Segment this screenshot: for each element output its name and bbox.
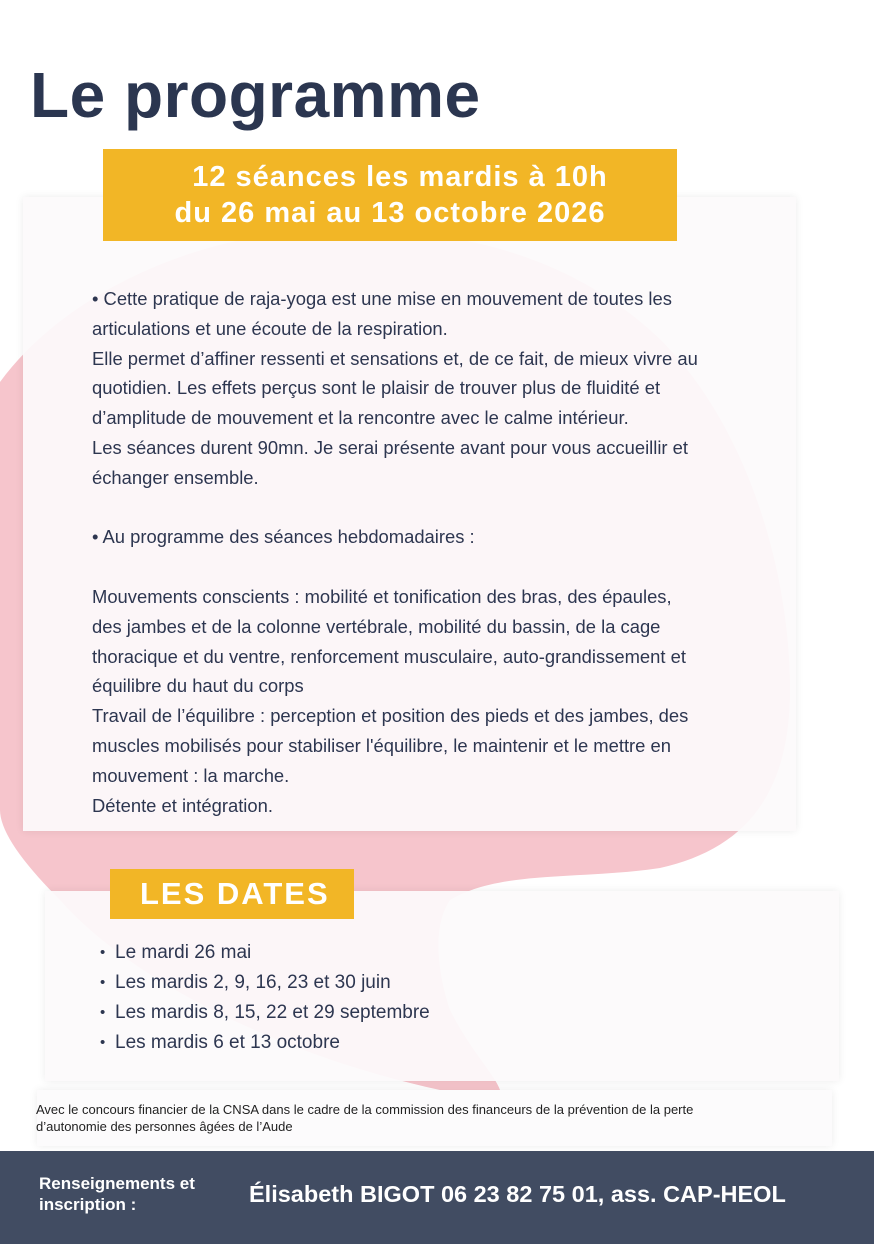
funding-credit bbox=[36, 1101, 826, 1135]
paragraph-line: mouvement : la marche. bbox=[92, 764, 290, 786]
contact-footer bbox=[0, 1151, 874, 1244]
paragraph-line: Les séances durent 90mn. Je serai présente avant pour vous accueillir et bbox=[92, 436, 688, 458]
program-description bbox=[92, 284, 782, 820]
paragraph-line: muscles mobilisés pour stabiliser l'équilibre, le maintenir et le mettre en bbox=[92, 734, 671, 756]
contact-info: Élisabeth BIGOT 06 23 82 75 01, ass. CAP-HEOL bbox=[249, 1181, 786, 1207]
date-item: • Les mardis 8, 15, 22 et 29 septembre bbox=[100, 998, 430, 1028]
date-item: • Les mardis 2, 9, 16, 23 et 30 juin bbox=[100, 968, 430, 998]
credit-line: d’autonomie des personnes âgées de l’Aude bbox=[36, 1119, 293, 1134]
contact-label-line1: Renseignements et bbox=[39, 1174, 195, 1193]
dates-list bbox=[100, 938, 430, 1058]
paragraph-line: d’amplitude de mouvement et la rencontre avec le calme intérieur. bbox=[92, 407, 629, 429]
credit-line: Avec le concours financier de la CNSA dans le cadre de la commission des financeurs de la prévention de la perte bbox=[36, 1102, 694, 1117]
program-intro: • Au programme des séances hebdomadaires : bbox=[92, 526, 475, 548]
paragraph-line: articulations et une écoute de la respiration. bbox=[92, 317, 448, 339]
schedule-banner-line1: 12 séances les mardis à 10h bbox=[192, 161, 608, 193]
paragraph-line: Elle permet d’affiner ressenti et sensations et, de ce fait, de mieux vivre au bbox=[92, 347, 698, 369]
paragraph-line: équilibre du haut du corps bbox=[92, 675, 304, 697]
paragraph-line: quotidien. Les effets perçus sont le plaisir de trouver plus de fluidité et bbox=[92, 377, 661, 399]
page-title: Le programme bbox=[30, 59, 481, 131]
paragraph-line: • Cette pratique de raja-yoga est une mise en mouvement de toutes les bbox=[92, 288, 672, 309]
schedule-banner-line2: du 26 mai au 13 octobre 2026 bbox=[174, 197, 606, 229]
paragraph-line: des jambes et de la colonne vertébrale, mobilité du bassin, de la cage bbox=[92, 615, 661, 637]
date-item: • Le mardi 26 mai bbox=[100, 938, 430, 968]
paragraph-line: échanger ensemble. bbox=[92, 466, 259, 488]
date-item: • Les mardis 6 et 13 octobre bbox=[100, 1028, 430, 1058]
paragraph-line: thoracique et du ventre, renforcement musculaire, auto-grandissement et bbox=[92, 645, 686, 667]
dates-heading: LES DATES bbox=[110, 869, 354, 919]
schedule-banner bbox=[103, 149, 677, 241]
contact-label bbox=[39, 1173, 229, 1215]
contact-label-line2: inscription : bbox=[39, 1195, 137, 1214]
paragraph-line: Mouvements conscients : mobilité et tonification des bras, des épaules, bbox=[92, 585, 672, 607]
paragraph-line: Travail de l’équilibre : perception et position des pieds et des jambes, des bbox=[92, 705, 689, 727]
paragraph-line: Détente et intégration. bbox=[92, 794, 273, 816]
